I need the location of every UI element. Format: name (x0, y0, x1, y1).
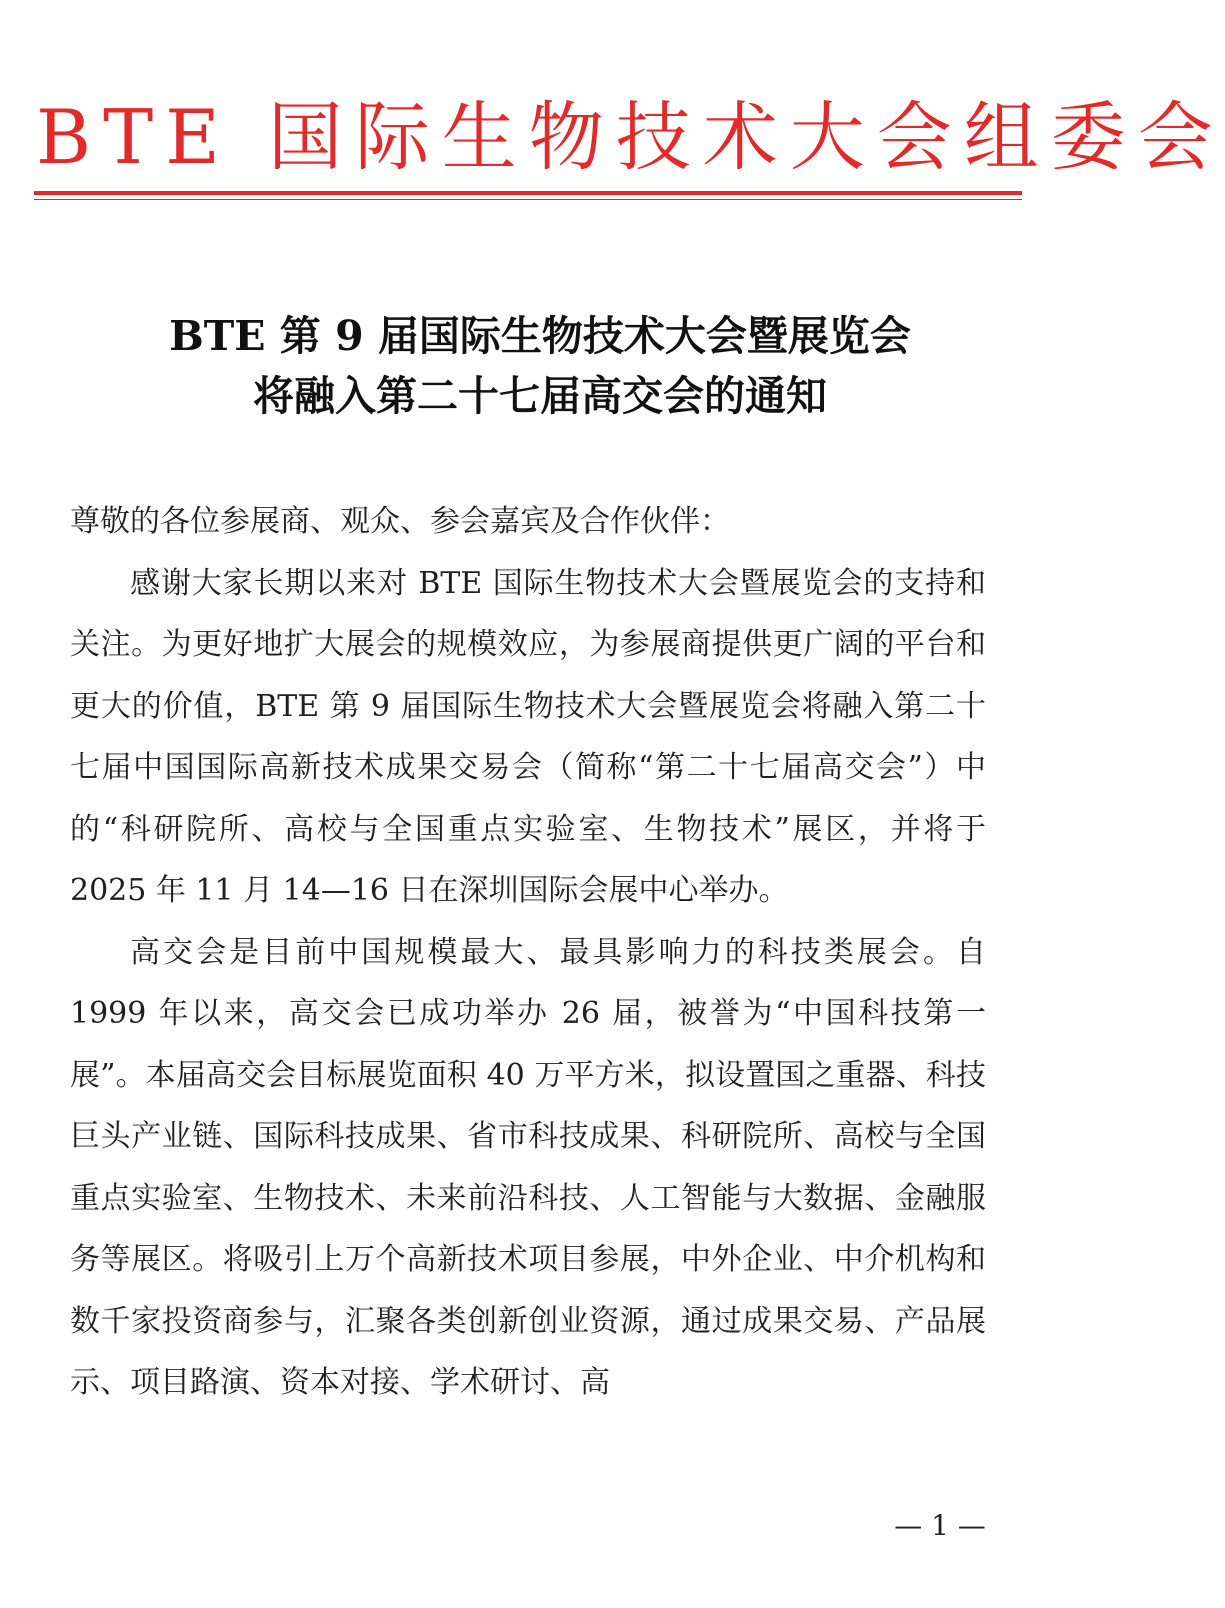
page-number: — 1 — (894, 1509, 986, 1542)
letterhead-rule-thick (34, 191, 1022, 195)
document-body (70, 491, 986, 1414)
letterhead-organization: BTE 国际生物技术大会组委会 (36, 93, 1225, 181)
body-paragraph-2: 高交会是目前中国规模最大、最具影响力的科技类展会。自 1999 年以来，高交会已成功举办 26 届，被誉为“中国科技第一展”。本届高交会目标展览面积 40 万平方米，拟设置国之重器、科技巨头产业链、国际科技成果、省市科技成果、科研院所、高校与全国重点实验室、生物技术、未来前沿科技、人工智能与大数据、金融服务等展区。将吸引上万个高新技术项目参展，中外企业、中介机构和数千家投资商参与，汇聚各类创新创业资源，通过成果交易、产品展示、项目路演、资本对接、学术研讨、高 (70, 934, 986, 1400)
letterhead-rule-thin (34, 199, 1022, 200)
salutation: 尊敬的各位参展商、观众、参会嘉宾及合作伙伴： (70, 504, 730, 539)
document-title-line-2: 将融入第二十七届高交会的通知 (253, 372, 827, 420)
body-paragraph-1: 感谢大家长期以来对 BTE 国际生物技术大会暨展览会的支持和关注。为更好地扩大展会的规模效应，为参展商提供更广阔的平台和更大的价值，BTE 第 9 届国际生物技术大会暨展览会将融入第二十七届中国国际高新技术成果交易会（简称“第二十七届高交会”）中的“科研院所、高校与全国重点实验室、生物技术”展区，并将于 2025 年 11 月 14—16 日在深圳国际会展中心举办。 (70, 565, 986, 908)
document-title-line-1: BTE 第 9 届国际生物技术大会暨展览会 (169, 312, 911, 360)
